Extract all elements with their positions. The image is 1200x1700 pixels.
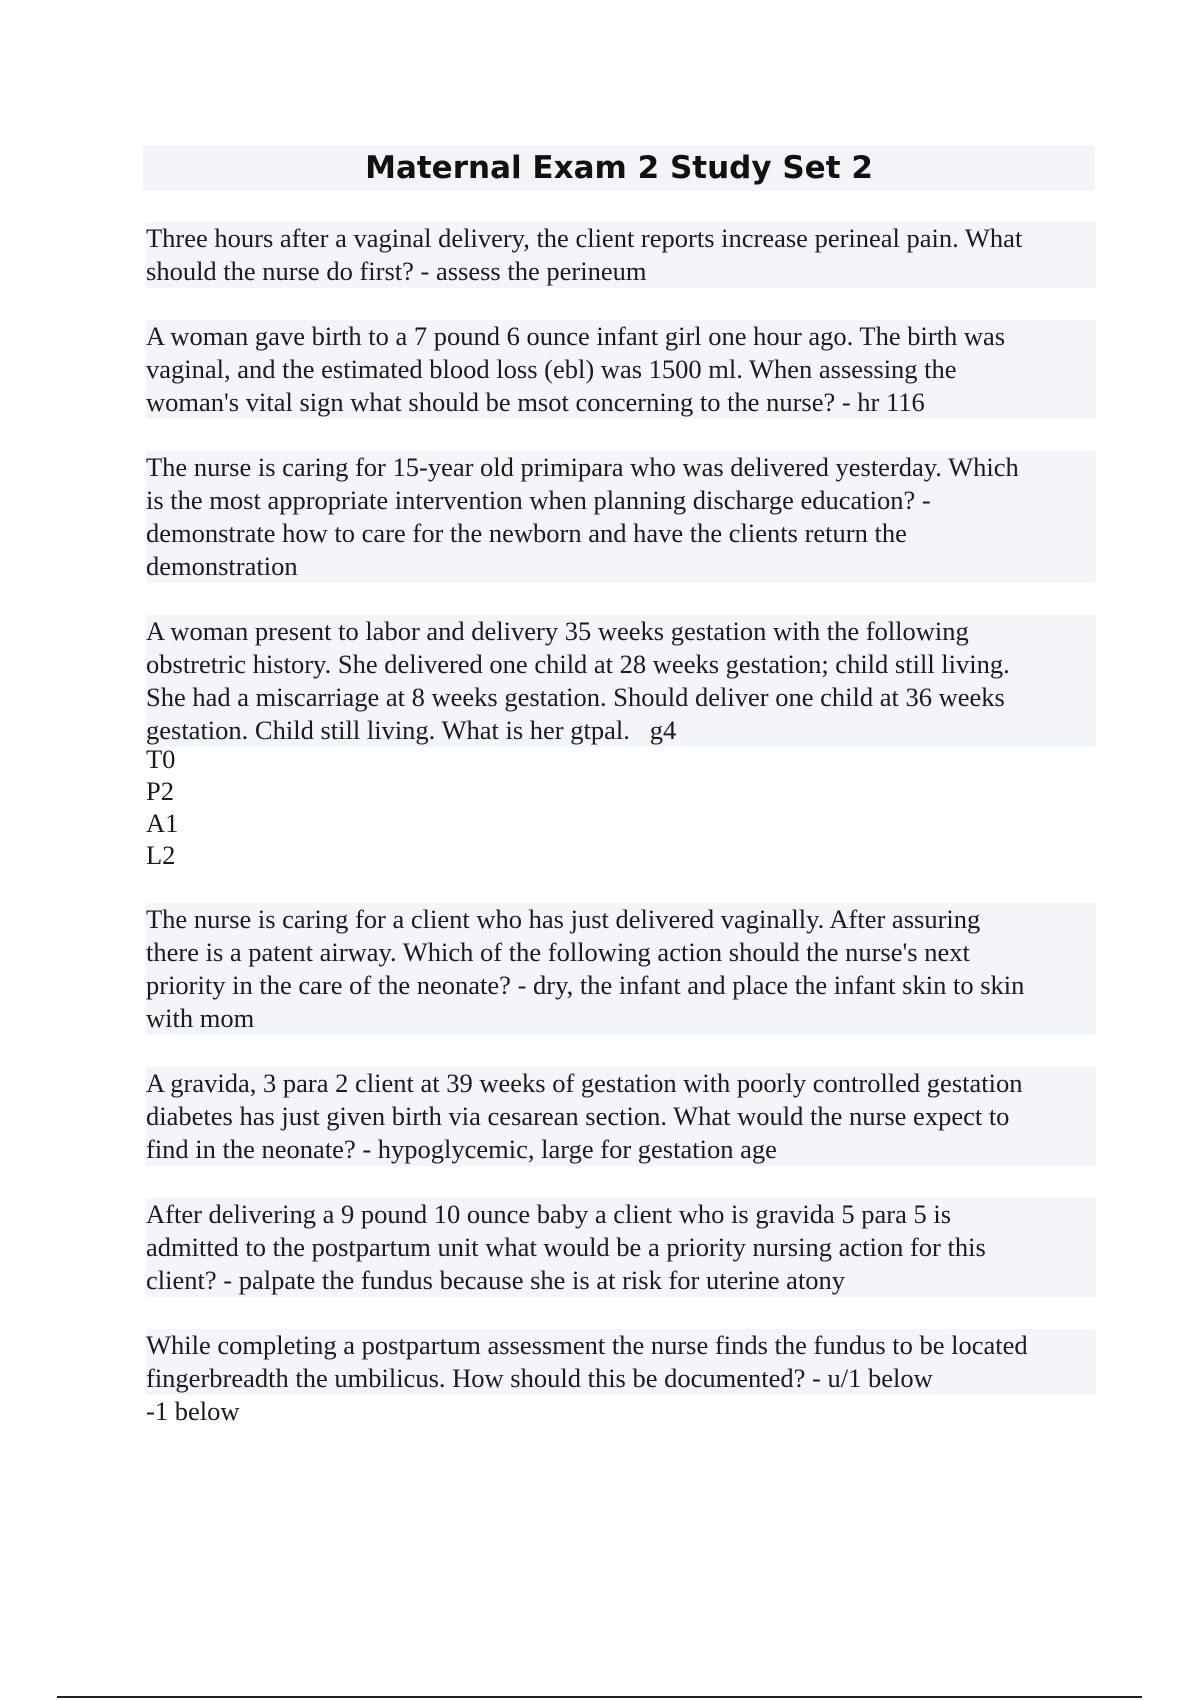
footer-divider [57,1696,1142,1698]
qa-item-1 [146,222,1096,288]
qa-line: admitted to the postpartum unit what would be a priority nursing action for this [146,1231,1096,1264]
qa-line: A woman present to labor and delivery 35 weeks gestation with the following [146,615,1096,648]
qa-item-5 [146,903,1096,1035]
qa-list [146,222,1096,1460]
qa-item-2 [146,320,1096,419]
qa-item-3 [146,451,1096,583]
qa-line: vaginal, and the estimated blood loss (ebl) was 1500 ml. When assessing the [146,353,1096,386]
qa-line: priority in the care of the neonate? - dry, the infant and place the infant skin to skin [146,969,1096,1002]
qa-line: demonstration [146,550,1096,583]
qa-item-6 [146,1067,1096,1166]
qa-line: The nurse is caring for a client who has just delivered vaginally. After assuring [146,903,1096,936]
qa-item-7 [146,1198,1096,1297]
qa-line: A woman gave birth to a 7 pound 6 ounce infant girl one hour ago. The birth was [146,320,1096,353]
qa-line: While completing a postpartum assessment the nurse finds the fundus to be located [146,1329,1096,1362]
gtpal-preterm: P2 [146,776,174,806]
qa-line: Three hours after a vaginal delivery, the client reports increase perineal pain. What [146,222,1096,255]
qa-line: woman's vital sign what should be msot concerning to the nurse? - hr 116 [146,386,1096,419]
gtpal-abortion: A1 [146,808,179,838]
page-title: Maternal Exam 2 Study Set 2 [143,145,1095,191]
qa-item-8 [146,1329,1096,1428]
qa-line: The nurse is caring for 15-year old primipara who was delivered yesterday. Which [146,451,1096,484]
qa-line: obstretric history. She delivered one child at 28 weeks gestation; child still living. [146,648,1096,681]
gtpal-term: T0 [146,744,176,774]
qa-line: diabetes has just given birth via cesarean section. What would the nurse expect to [146,1100,1096,1133]
qa-line: there is a patent airway. Which of the following action should the nurse's next [146,936,1096,969]
qa-line: client? - palpate the fundus because she is at risk for uterine atony [146,1264,1096,1297]
qa-line: find in the neonate? - hypoglycemic, large for gestation age [146,1133,1096,1166]
qa-line: A gravida, 3 para 2 client at 39 weeks of gestation with poorly controlled gestation [146,1067,1096,1100]
qa-line: should the nurse do first? - assess the perineum [146,255,1096,288]
qa-line: -1 below [146,1396,240,1426]
qa-line: gestation. Child still living. What is her gtpal. g4 [146,714,1096,747]
qa-line: She had a miscarriage at 8 weeks gestation. Should deliver one child at 36 weeks [146,681,1096,714]
qa-line: After delivering a 9 pound 10 ounce baby a client who is gravida 5 para 5 is [146,1198,1096,1231]
gtpal-list [146,743,1096,871]
qa-line: with mom [146,1002,1096,1035]
qa-item-4 [146,615,1096,871]
qa-line: fingerbreadth the umbilicus. How should this be documented? - u/1 below [146,1362,1096,1395]
qa-line: demonstrate how to care for the newborn and have the clients return the [146,517,1096,550]
qa-line: is the most appropriate intervention when planning discharge education? - [146,484,1096,517]
gtpal-living: L2 [146,840,176,870]
